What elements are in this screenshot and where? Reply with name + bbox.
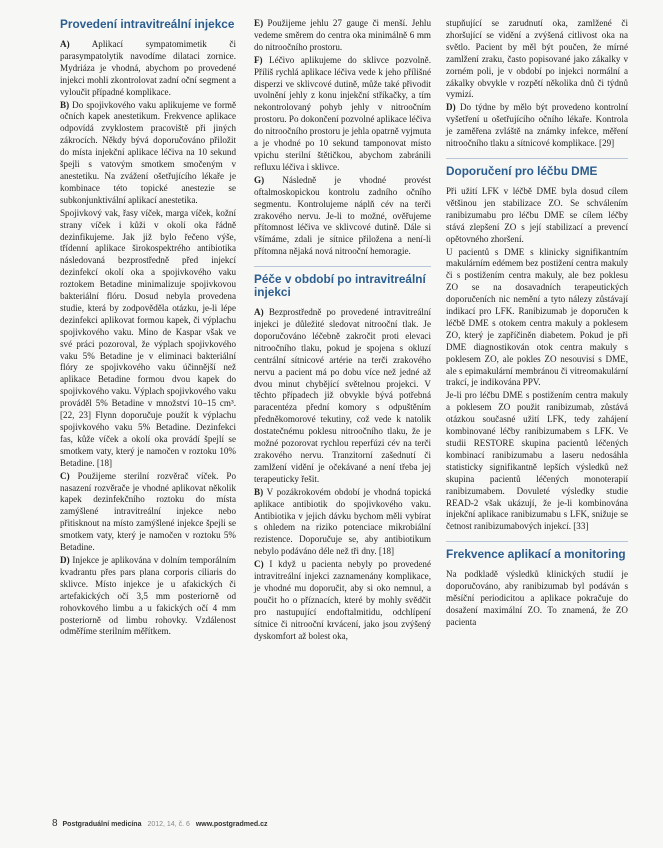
journal-name: Postgraduální medicína <box>62 821 142 828</box>
paragraph <box>446 569 628 629</box>
paragraph <box>254 307 431 486</box>
paragraph-text: Do týdne by mělo být provedeno kontrolní vyšetření u ošetřujícího očního lékaře. Kontrola je zaměřena zvláště na známky infekce, měření nitroočního tlaku a sítnicové komplikace. [29] <box>446 102 628 149</box>
paragraph <box>60 471 236 554</box>
paragraph-text: Bezprostředně po provedené intravitreální injekci je důležité sledovat nitrooční tlak. Je doporučováno léčebně zakročit proti elevaci nitroočního tlaku, pokud je spojena s okluzí centrální sítnicové artérie na terči zrakového nervu a pacient má po dobu více než jedné až dvou minut chybějící světelnou projekci. V těchto případech již obvykle bývá potřebná paracentéza přední komory s odpuštěním předněkomorové tekutiny, což vede k natolik dostatečnému poklesu nitroočního tlaku, že je možné pozorovat rychlou reperfúzi cév na terči zrakového nervu. Tranzitorní zašednutí či zamlžení vidění je očekávané a není třeba jej terapeuticky řešit. <box>254 307 431 484</box>
paragraph <box>446 18 628 101</box>
paragraph-lead: B) <box>60 99 70 110</box>
paragraph-text: Do spojivkového vaku aplikujeme ve formě očních kapek anestetikum. Frekvence aplikace odpovídá zvyklostem pracoviště při jiných zákrocích. Někdy bývá doporučováno přiložit do místa injekční aplikace léčiva na 10 sekund špejli s vatovým smotkem smočeným v anestetiku. Na zvážení ošetřujícího lékaře je kombinace této topické anestezie se subkonjunktivální aplikací anestetika. <box>60 99 236 205</box>
paragraph <box>254 55 431 174</box>
paragraph-text: Použijeme sterilní rozvěrač víček. Po nasazení rozvěrače je vhodné aplikovat několik kapek dezinfekčního roztoku do místa zamýšlené intravitreální injekce nebo přitisknout na místo zamýšlené injekce špejli se smotkem vaty, který je namočen v roztoku 5% Betadine. <box>60 470 236 553</box>
paragraph-text: Na podkladě výsledků klinických studií je doporučováno, aby ranibizumab byl podáván s měsíční periodicitou a aplikace pokračuje do dosažení maximální ZO. To znamená, že ZO pacienta <box>446 569 628 627</box>
paragraph-text: Aplikací sympatomimetik či parasympatolytik navodíme dilataci zornice. Mydriáza je vhodná, abychom po provedené injekci mohli zkontrolovat zadní oční segment a vyloučit případné komplikace. <box>60 39 236 97</box>
paragraph-lead: E) <box>254 18 264 28</box>
paragraph-text: Následně je vhodné provést oftalmoskopickou kontrolu zadního očního segmentu. Kontrolujeme náplň cév na terči zrakového nervu. Je-li to možné, ověřujeme přítomnost léčiva ve sklivcové dutině. Dále si všímáme, zdali je sítnice přiložena a není-li přítomna nějaká nová nitrooční hemoragie. <box>254 174 431 257</box>
paragraph-group <box>446 18 628 150</box>
paragraph-lead: D) <box>60 554 70 565</box>
paragraph-text: V pozákrokovém období je vhodná topická aplikace antibiotik do spojivkového vaku. Antibiotika v jejich dávku bychom měli vybírat s ohledem na riziko potenciace mikrobiální rezistence. Doporučuje se, aby antibiotikum nebylo podáváno déle než tři dny. [18] <box>254 486 431 557</box>
paragraph-text: Léčivo aplikujeme do sklivce pozvolně. Příliš rychlá aplikace léčiva vede k jeho přílišné disperzi ve sklivcové dutině, může také přivodit uvolnění jehly z konu injekční stříkačky, a tím nekontrolovaný pohyb jehly v nitroočním prostoru. Po dokončení pozvolné aplikace léčiva do nitroočního prostoru je jehla opatrně vyjmuta a je vhodné po 10 sekund tamponovat místo vpichu sterilní štětičkou, abychom zabránili refluxu léčiva i sklivce. <box>254 54 431 172</box>
paragraph-text: Použijeme jehlu 27 gauge či menší. Jehlu vedeme směrem do centra oka minimálně 6 mm do nitroočního prostoru. <box>254 18 431 52</box>
paragraph-text: stupňující se zarudnutí oka, zamlžené či zhoršující se vidění a zvýšená citlivost oka na světlo. Pacient by měl být poučen, že mírné zamlžení zraku, často popisované jako zákalky v zorném poli, je v období po injekci normální a zákalky obvykle v rozpětí několika dnů či týdnů vymizí. <box>446 18 628 100</box>
paragraph <box>60 100 236 207</box>
paragraph <box>446 186 628 246</box>
paragraph-lead: C) <box>60 470 70 481</box>
paragraph-text: Při užití LFK v léčbě DME byla dosud cílem většinou jen stabilizace ZO. Se schválením ranibizumabu pro léčbu DME se cílem léčby stává zlepšení ZO s její stabilizací a prevencí opětovného zhoršení. <box>446 185 628 244</box>
paragraph <box>60 208 236 470</box>
section-heading-injection-procedure: Provedení intravitreální injekce <box>60 17 235 31</box>
paragraph-lead: B) <box>254 486 264 497</box>
issue-info: 2012, 14, č. 6 <box>147 821 190 828</box>
paragraph-lead: A) <box>60 39 70 49</box>
paragraph-group <box>60 39 236 638</box>
paragraph-lead: A) <box>254 307 264 318</box>
paragraph-text: U pacientů s DME s klinicky signifikantním makulárním edémem bez postižení centra makuly či s postižením centra makuly, ale bez poklesu ZO se na dosavadních terapeutických doporučeních nic nemění a tyto nálezy zůstávají indikací pro LFK. Ranibizumab je doporučen k léčbě DME s otokem centra makuly a poklesem ZO, který je zapříčiněn diabetem. Pokud je při DME diagnostikován otok centra makuly s poklesem ZO, ale pokles ZO nesouvisí s DME, ale s epimakulární membránou či vitreomakulární trakcí, je indikována PPV. <box>446 246 628 388</box>
paragraph-group <box>446 186 628 533</box>
paragraph <box>254 175 431 258</box>
paragraph-group <box>254 307 431 642</box>
paragraph-text: Injekce je aplikována v dolním temporálním kvadrantu přes pars plana corporis ciliaris do sklivce. Místo injekce je u afakických či artefakických očí 3,5 mm posteriorně od rohovkového limbu a u fakických očí 4 mm posteriorně od limbu rohovky. Vzdálenost odměříme sterilním měřítkem. <box>60 554 236 637</box>
paragraph <box>254 559 431 642</box>
paragraph <box>60 39 236 99</box>
page-number: 8 <box>52 818 58 829</box>
paragraph-group <box>254 18 431 258</box>
paragraph <box>446 390 628 533</box>
journal-url[interactable]: www.postgradmed.cz <box>195 821 268 828</box>
paragraph <box>60 555 236 638</box>
paragraph-text: Spojivkový vak, řasy víček, marga víček, kožní strany víček i kůži v okolí oka řádně dezinfikujeme. Jak již bylo řečeno výše, třídenní aplikace širokospektrého antibiotika následovaná bezprostředně před injekcí dezinfekcí okolí oka a spojivkového vaku roztokem Betadine minimalizuje spojivkovou bakteriální flóru. Dosud nebyla provedena studie, která by zodpověděla otázku, je-li lépe dezinfekci aplikovat formou kapek, či výplachu spojivkového vaku. Mino de Kaspar však ve své práci pozoroval, že výplach spojivkového vaku 5% Betadine je v eliminaci bakteriální flóry ze spojivkového vaku účinnější než aplikace Betadine formou dvou kapek do spojivkového vaku. Výplach spojivkového vaku prováděl 5% Betadine v množství 10–15 cm³. [22, 23] Flynn doporučuje použít k výplachu spojivkového vaku 5% Betadine. Dezinfekci fas, kůže víček a okolí oka provádí špejlí se smotkem vaty, který je namočen v roztoku 10% Betadine. [18] <box>60 207 236 468</box>
section-heading-dme-recommendation: Doporučení pro léčbu DME <box>446 158 628 178</box>
paragraph-lead: F) <box>254 54 263 65</box>
column-middle <box>254 18 431 644</box>
column-left <box>60 18 236 639</box>
section-heading-frequency-monitoring: Frekvence aplikací a monitoring <box>446 541 628 561</box>
paragraph-text: Je-li pro léčbu DME s postižením centra makuly a poklesem ZO použit ranibizumab, zůstává otázkou současné užití LFK, tedy zahájení kombinované léčby ranibizumabem s LFK. Ve studii RESTORE skupina pacientů léčených kombinací ranibizumabu a laseru nedosáhla statisticky signifikantně lepších výsledků než skupina pacientů léčených monoterapií ranibizumabem. Dovuleté výsledky studie READ-2 však ukázují, že je-li kombinována injekční aplikace ranibizumabu s LFK, snižuje se četnost ranibizumabových injekcí. [33] <box>446 390 628 532</box>
page-footer <box>52 818 612 829</box>
paragraph-group <box>446 569 628 629</box>
paragraph <box>446 102 628 150</box>
paragraph-lead: C) <box>254 559 264 570</box>
section-heading-post-injection-care: Péče v období po intravitreální injekci <box>254 266 431 299</box>
paragraph-lead: G) <box>254 174 265 185</box>
paragraph-text: I když u pacienta nebyly po provedené intravitreální injekci zaznamenány komplikace, je vhodné mu doporučit, aby si oko nemnul, a poučit ho o příznacích, které by mohly svědčit pro nastupující endoftalmitidu, odchlípení sítnice či nitrooční krvácení, jako jsou zvýšený dyskomfort až bolest oka, <box>254 559 431 641</box>
paragraph <box>446 247 628 390</box>
paragraph <box>254 18 431 54</box>
paragraph-lead: D) <box>446 102 456 113</box>
paragraph <box>254 487 431 558</box>
column-right <box>446 18 628 630</box>
